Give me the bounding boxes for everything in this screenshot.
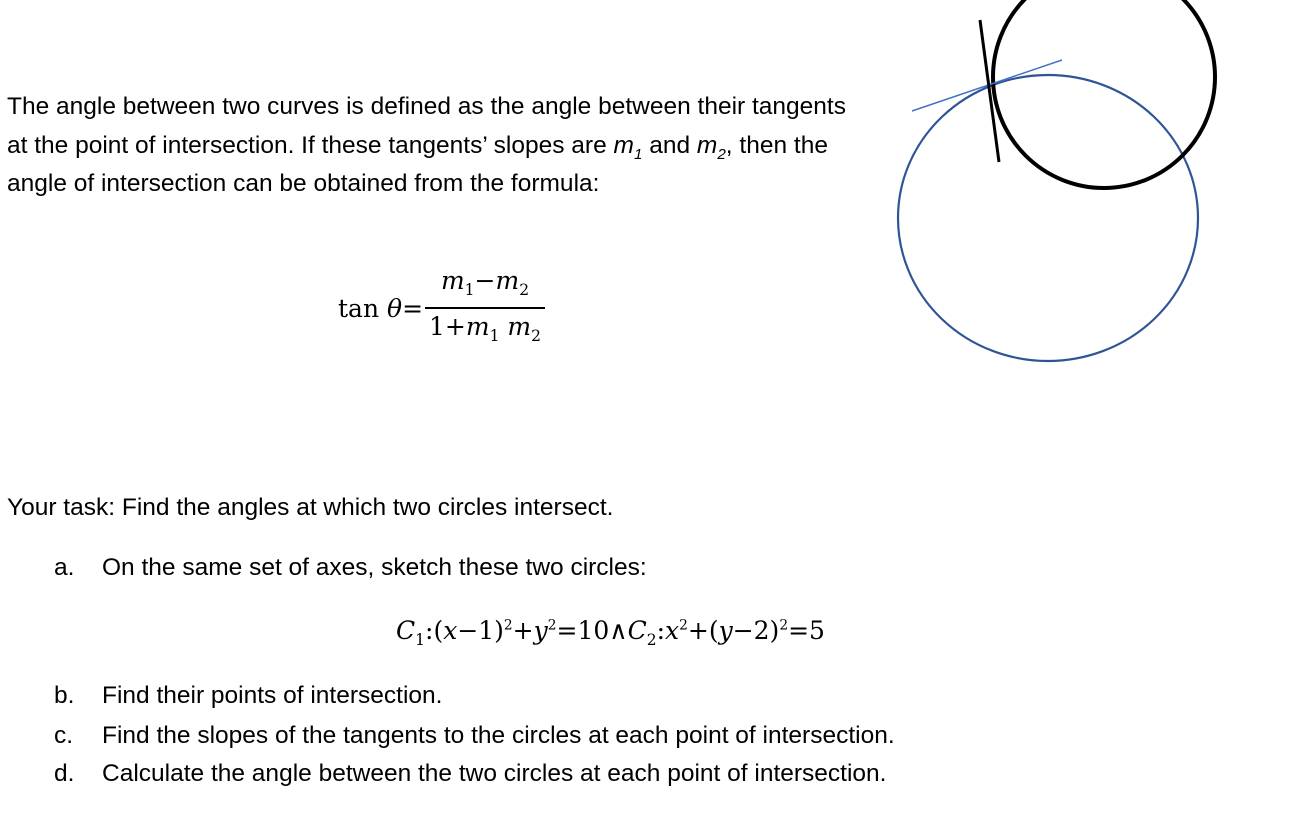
item-a-label: a. <box>54 554 75 581</box>
m2-variable: $m_2$ <box>696 131 726 163</box>
tangent-angle-formula <box>338 266 545 351</box>
item-d-label: d. <box>54 760 75 787</box>
large-blue-circle <box>898 75 1198 361</box>
intro-text-2: and <box>642 131 697 159</box>
item-d-text: Calculate the angle between the two circles at each point of intersection. <box>102 760 887 787</box>
formula-numerator: $m_1-m_2$ <box>440 266 530 299</box>
circles-equation: $C_1:(x-1)^2+y^2=10\wedge C_2:x^2+(y-2)^2=5$ <box>396 616 825 649</box>
item-c-label: c. <box>54 722 74 749</box>
formula-denominator: $1+m_1$ $m_2$ <box>429 311 542 345</box>
intro-text-3: , then the angle of intersection can be obtained from the formula: <box>7 131 828 197</box>
formula-fraction <box>425 266 545 351</box>
m1-variable: $m_1$ <box>613 131 643 163</box>
item-c-text: Find the slopes of the tangents to the circles at each point of intersection. <box>102 722 895 749</box>
intersecting-circles-figure <box>890 0 1230 380</box>
black-tangent-line <box>980 20 999 162</box>
task-heading: Your task: Find the angles at which two circles intersect. <box>7 494 614 521</box>
item-a-text: On the same set of axes, sketch these two circles: <box>102 554 647 581</box>
intro-paragraph <box>7 88 867 204</box>
item-b-text: Find their points of intersection. <box>102 682 443 709</box>
intro-text-1: The angle between two curves is defined as the angle between their tangents at the point of intersection. If these tangents’ slopes are <box>7 93 846 159</box>
small-black-circle <box>993 0 1215 188</box>
formula-lhs-rendered: tan θ= <box>338 293 424 323</box>
item-b-label: b. <box>54 682 75 709</box>
